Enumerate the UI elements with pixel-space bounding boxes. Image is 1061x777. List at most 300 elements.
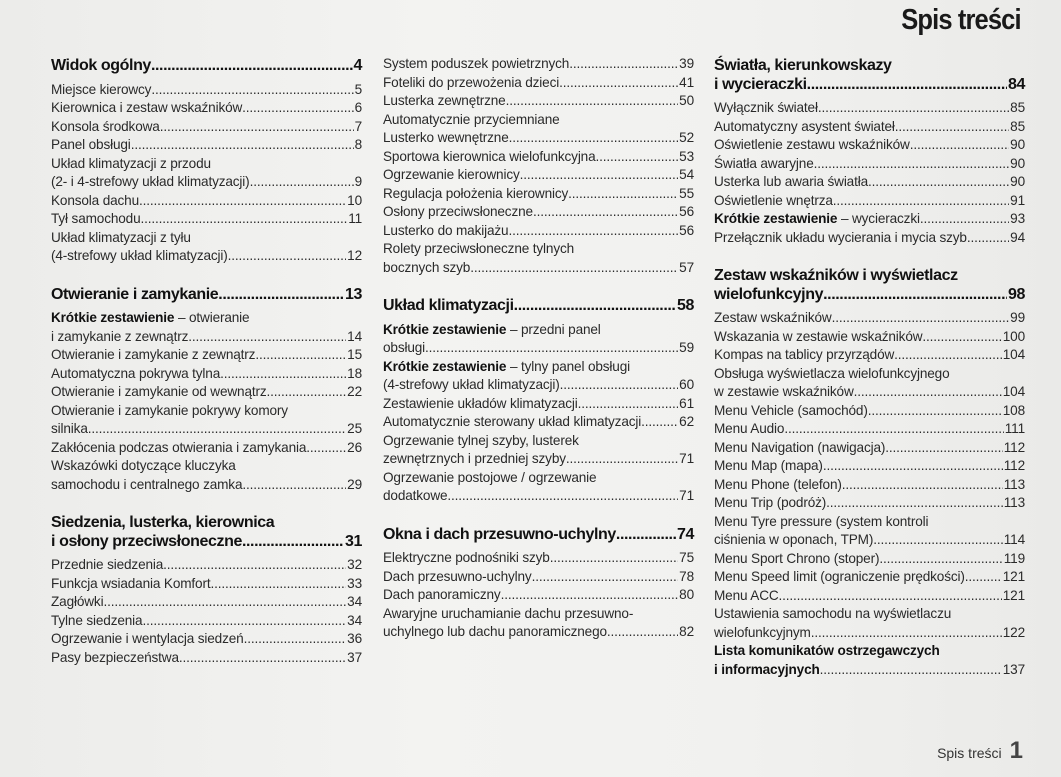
dot-leader <box>920 210 1009 229</box>
page-number-ref[interactable]: 119 <box>1003 550 1025 566</box>
toc-entry[interactable] <box>383 203 694 222</box>
dot-leader <box>242 99 353 118</box>
dot-leader <box>823 457 1003 476</box>
page-number-ref[interactable]: 90 <box>1010 174 1025 189</box>
entry-text <box>51 420 88 439</box>
page-number-ref[interactable]: 6 <box>354 100 362 115</box>
entry-line <box>714 57 1025 76</box>
entry-line-text: Okna i dach przesuwno-uchylny <box>383 525 616 543</box>
entry-text <box>51 514 274 531</box>
entry-text <box>714 606 951 621</box>
entry-text <box>51 346 255 365</box>
entry-line <box>714 309 1025 328</box>
toc-entry[interactable] <box>51 346 362 365</box>
entry-line <box>383 450 694 469</box>
dot-leader <box>885 439 1003 458</box>
toc-entry[interactable] <box>383 395 694 414</box>
page-number-ref[interactable]: 10 <box>347 192 362 208</box>
entry-text <box>714 476 842 495</box>
entry-line-text: Automatyczny asystent świateł <box>714 118 895 134</box>
entry-text <box>51 458 236 473</box>
entry-line <box>714 76 1025 95</box>
toc-entry[interactable] <box>714 439 1025 458</box>
toc-entry[interactable] <box>51 612 362 631</box>
dot-leader <box>832 309 1010 328</box>
dot-leader <box>509 129 679 148</box>
dot-leader <box>922 328 1001 347</box>
toc-entry[interactable] <box>51 593 362 612</box>
toc-entry[interactable] <box>714 476 1025 495</box>
page-number-ref[interactable]: 54 <box>679 167 694 182</box>
entry-text <box>51 230 191 245</box>
toc-entry[interactable] <box>383 55 694 74</box>
entry-text <box>714 136 910 155</box>
entry-line-text: System poduszek powietrznych <box>383 56 570 71</box>
entry-line <box>714 118 1025 137</box>
page-number-ref[interactable]: 32 <box>347 557 362 572</box>
page-number-ref[interactable]: 104 <box>1002 384 1025 399</box>
entry-line-text: i wycieraczki <box>714 75 807 93</box>
dot-leader <box>965 568 1002 587</box>
entry-text <box>383 606 633 621</box>
toc-entry[interactable] <box>383 166 694 185</box>
page-number-ref[interactable]: 85 <box>1010 100 1025 115</box>
toc-entry[interactable] <box>383 222 694 241</box>
entry-line-text: Automatyczna pokrywa tylna <box>51 365 221 381</box>
toc-entry[interactable] <box>714 136 1025 155</box>
dot-leader <box>910 136 1009 155</box>
page-number-ref[interactable]: 108 <box>1002 402 1025 418</box>
page-number-ref[interactable]: 91 <box>1010 192 1025 208</box>
page-number-ref[interactable]: 36 <box>347 631 362 646</box>
toc-entry[interactable] <box>383 111 694 148</box>
page-number-ref[interactable]: 71 <box>679 451 694 466</box>
toc-entry[interactable] <box>714 642 1025 679</box>
page-number-ref[interactable]: 121 <box>1002 587 1025 603</box>
toc-entry[interactable] <box>51 118 362 137</box>
page-number-ref[interactable]: 78 <box>679 568 694 584</box>
page-number-ref[interactable]: 55 <box>679 185 694 201</box>
toc-entry[interactable] <box>51 229 362 266</box>
entry-line-text: Konsola dachu <box>51 192 139 208</box>
entry-line-text: Wskazówki dotyczące kluczyka <box>51 458 236 473</box>
entry-line <box>383 185 694 204</box>
entry-line <box>714 173 1025 192</box>
entry-text <box>383 259 470 278</box>
toc-entry[interactable] <box>51 136 362 155</box>
page-number: 1 <box>1009 737 1023 764</box>
page-number-ref[interactable]: 112 <box>1003 458 1025 473</box>
toc-entry[interactable] <box>51 649 362 668</box>
page-number-ref[interactable]: 18 <box>347 365 362 381</box>
entry-line-text: Oświetlenie wnętrza <box>714 192 833 208</box>
toc-entry[interactable] <box>383 92 694 111</box>
dot-leader <box>784 420 1003 439</box>
entry-text <box>383 549 550 568</box>
toc-entry[interactable] <box>383 358 694 395</box>
entry-line-text: Układ klimatyzacji z tyłu <box>51 229 191 245</box>
section-heading[interactable] <box>51 57 362 76</box>
dot-leader <box>520 166 679 185</box>
entry-line-text: Kompas na tablicy przyrządów <box>714 347 895 362</box>
page-number-ref[interactable]: 94 <box>1010 229 1025 245</box>
entry-text <box>714 366 949 381</box>
page-number-ref[interactable]: 31 <box>345 532 362 550</box>
entry-line-text: Rolety przeciwsłoneczne tylnych <box>383 241 575 256</box>
page-number-ref[interactable]: 113 <box>1003 495 1025 510</box>
toc-entry[interactable] <box>51 402 362 439</box>
page-number-ref[interactable]: 114 <box>1003 532 1025 547</box>
page-number-ref[interactable]: 14 <box>347 328 362 344</box>
entry-text <box>51 556 163 575</box>
toc-entry[interactable] <box>714 457 1025 476</box>
entry-line <box>383 339 694 358</box>
footer-label: Spis treści <box>937 745 1002 761</box>
entry-line <box>383 259 694 278</box>
page-number-ref[interactable]: 71 <box>679 488 694 503</box>
page-number-ref[interactable]: 93 <box>1010 211 1025 226</box>
toc-entry[interactable] <box>383 413 694 432</box>
page-number-ref[interactable]: 11 <box>348 211 362 226</box>
entry-text <box>383 297 514 316</box>
entry-text <box>714 346 894 365</box>
entry-line-text: i informacyjnych <box>714 661 820 677</box>
toc-entry[interactable] <box>714 550 1025 569</box>
entry-line <box>383 549 694 568</box>
entry-line <box>714 457 1025 476</box>
entry-text <box>51 593 103 612</box>
entry-line-text: Lusterko do makijażu <box>383 222 509 238</box>
page-number-ref[interactable]: 34 <box>347 594 362 609</box>
dot-leader <box>508 222 678 241</box>
page-number-ref[interactable]: 104 <box>1002 347 1025 362</box>
toc-entry[interactable] <box>714 346 1025 365</box>
entry-line <box>383 240 694 259</box>
entry-line-text: Miejsce kierowcy <box>51 81 152 97</box>
page-number-ref[interactable]: 8 <box>354 137 362 152</box>
page-number-ref[interactable]: 113 <box>1003 476 1025 492</box>
toc-entry[interactable] <box>51 556 362 575</box>
entry-line <box>714 624 1025 643</box>
entry-line-text: Menu Vehicle (samochód) <box>714 402 868 418</box>
page-number-ref[interactable]: 9 <box>354 174 362 189</box>
toc-entry[interactable] <box>51 575 362 594</box>
toc-entry[interactable] <box>51 630 362 649</box>
toc-entry[interactable] <box>51 383 362 402</box>
entry-line-text: Menu Sport Chrono (stoper) <box>714 550 880 566</box>
section-heading[interactable] <box>383 526 694 545</box>
entry-line <box>714 136 1025 155</box>
toc-entry[interactable] <box>51 457 362 494</box>
toc-entry[interactable] <box>714 155 1025 174</box>
page-number-ref[interactable]: 57 <box>679 259 694 275</box>
page-number-ref[interactable]: 13 <box>345 285 362 303</box>
entry-line-text: Zestawienie układów klimatyzacji <box>383 395 578 411</box>
page-number-ref[interactable]: 53 <box>679 148 694 164</box>
dot-leader <box>566 450 678 469</box>
bold-prefix: Krótkie zestawienie <box>383 358 507 374</box>
bold-prefix: Krótkie zestawienie <box>714 211 838 226</box>
dot-leader <box>250 173 354 192</box>
toc-entry[interactable] <box>383 321 694 358</box>
entry-line-text: Menu ACC <box>714 587 779 603</box>
toc-section <box>51 286 362 495</box>
toc-entry[interactable] <box>714 587 1025 606</box>
entry-line <box>383 129 694 148</box>
toc-entry[interactable] <box>714 365 1025 402</box>
entry-line-text: Kierownica i zestaw wskaźników <box>51 100 243 115</box>
entry-line-text: Pasy bezpieczeństwa <box>51 649 179 665</box>
page-number-ref[interactable]: 98 <box>1008 285 1025 303</box>
page-number-ref[interactable]: 84 <box>1008 75 1025 93</box>
toc-entry[interactable] <box>714 513 1025 550</box>
dot-leader <box>506 92 679 111</box>
entry-text <box>714 99 818 118</box>
page-number-ref[interactable]: 52 <box>679 130 694 145</box>
entry-line <box>51 286 362 305</box>
dot-leader <box>532 568 679 587</box>
page-number-ref[interactable]: 41 <box>679 74 694 90</box>
toc-entry[interactable] <box>51 155 362 192</box>
entry-line <box>51 155 362 174</box>
entry-line <box>383 74 694 93</box>
dot-leader <box>873 531 1003 550</box>
entry-line <box>51 328 362 347</box>
entry-line <box>51 514 362 533</box>
dot-leader <box>779 587 1002 606</box>
entry-line-text: Regulacja położenia kierownicy <box>383 185 569 201</box>
entry-line-text: Ogrzewanie postojowe / ogrzewanie <box>383 469 597 485</box>
entry-line-text: Ustawienia samochodu na wyświetlaczu <box>714 606 952 621</box>
dot-leader <box>242 533 344 552</box>
dot-leader <box>967 229 1009 248</box>
entry-line <box>51 533 362 552</box>
section-heading[interactable] <box>51 286 362 305</box>
toc-entry[interactable] <box>714 173 1025 192</box>
entry-line <box>714 568 1025 587</box>
entry-text <box>383 129 509 148</box>
page-number-ref[interactable]: 7 <box>354 118 362 134</box>
page-footer <box>937 737 1023 765</box>
bold-prefix: Krótkie zestawienie <box>51 310 175 325</box>
page-number-ref[interactable]: 34 <box>347 612 362 628</box>
page-title: Spis treści <box>901 4 1021 36</box>
toc-entry[interactable] <box>714 328 1025 347</box>
entry-text <box>383 74 559 93</box>
page-number-ref[interactable]: 26 <box>347 439 362 455</box>
entry-line <box>51 192 362 211</box>
toc-entry[interactable] <box>383 568 694 587</box>
toc-entry[interactable] <box>714 402 1025 421</box>
toc-entry[interactable] <box>383 605 694 642</box>
entry-line-text: Zagłówki <box>51 594 104 609</box>
page-number-ref[interactable]: 50 <box>679 93 694 108</box>
page-number-ref[interactable]: 15 <box>347 347 362 362</box>
entry-line <box>714 365 1025 384</box>
toc-entry[interactable] <box>714 568 1025 587</box>
page-number-ref[interactable]: 111 <box>1004 421 1025 436</box>
section-heading[interactable] <box>714 57 1025 94</box>
entry-text <box>383 526 616 545</box>
page-number-ref[interactable]: 5 <box>354 81 362 97</box>
page-number-ref[interactable]: 29 <box>347 476 362 492</box>
entry-line <box>714 328 1025 347</box>
entry-line <box>383 469 694 488</box>
dot-leader <box>814 155 1010 174</box>
entry-text <box>51 57 151 76</box>
page-number-ref[interactable]: 4 <box>353 57 362 74</box>
entry-line-text: Konsola środkowa <box>51 118 160 134</box>
page-number-ref[interactable]: 82 <box>679 624 694 639</box>
entry-line <box>714 642 1025 661</box>
entry-line-text: Lusterko wewnętrzne <box>383 130 509 145</box>
page-number-ref[interactable]: 100 <box>1002 328 1025 344</box>
toc-entry[interactable] <box>383 185 694 204</box>
toc-entry[interactable] <box>383 74 694 93</box>
page-number-ref[interactable]: 22 <box>347 384 362 399</box>
section-heading[interactable] <box>383 297 694 316</box>
entry-line <box>714 346 1025 365</box>
toc-entry[interactable] <box>383 432 694 469</box>
entry-text <box>51 328 188 347</box>
toc-entry[interactable] <box>714 309 1025 328</box>
dot-leader <box>641 413 678 432</box>
toc-entry[interactable] <box>51 99 362 118</box>
page-number-ref[interactable]: 74 <box>677 525 694 543</box>
entry-line-text: obsługi <box>383 340 426 355</box>
entry-line <box>383 413 694 432</box>
page-number-ref[interactable]: 56 <box>679 222 694 238</box>
toc-entry[interactable] <box>51 81 362 100</box>
page-number-ref[interactable]: 37 <box>347 649 362 665</box>
entry-line <box>51 136 362 155</box>
entry-line <box>51 99 362 118</box>
dot-leader <box>218 286 344 305</box>
page-number-ref[interactable]: 60 <box>679 377 694 392</box>
toc-entry[interactable] <box>714 420 1025 439</box>
entry-line-text: Awaryjne uruchamianie dachu przesuwno- <box>383 605 634 621</box>
page-number-ref[interactable]: 137 <box>1002 661 1025 677</box>
section-heading[interactable] <box>51 514 362 551</box>
toc-entry[interactable] <box>51 210 362 229</box>
section-heading[interactable] <box>714 267 1025 304</box>
page-number-ref[interactable]: 122 <box>1002 624 1025 640</box>
dot-leader <box>569 55 678 74</box>
entry-line-text: Menu Navigation (nawigacja) <box>714 439 886 455</box>
entry-line <box>51 402 362 421</box>
dot-leader <box>220 365 346 384</box>
entry-line-text: Funkcja wsiadania Komfort <box>51 575 211 591</box>
entry-line-text: Dach przesuwno-uchylny <box>383 568 532 584</box>
dot-leader <box>306 439 346 458</box>
entry-line <box>51 476 362 495</box>
page-number-ref[interactable]: 56 <box>679 204 694 219</box>
page-number-ref[interactable]: 58 <box>677 297 694 314</box>
entry-text <box>714 383 854 402</box>
page-number-ref[interactable]: 61 <box>679 395 694 411</box>
entry-line <box>383 568 694 587</box>
entry-text <box>51 286 218 305</box>
entry-text <box>51 365 220 384</box>
toc-entry[interactable] <box>383 148 694 167</box>
page-number-ref[interactable]: 112 <box>1003 439 1025 455</box>
toc-entry[interactable] <box>714 605 1025 642</box>
toc-entry[interactable] <box>383 469 694 506</box>
page-number-ref[interactable]: 33 <box>347 575 362 591</box>
entry-line <box>714 439 1025 458</box>
entry-line-text: Światła, kierunkowskazy <box>714 57 892 74</box>
toc-column-3 <box>714 57 1025 699</box>
entry-line-text: Przełącznik układu wycierania i mycia szyb <box>714 229 967 245</box>
page-number-ref[interactable]: 121 <box>1002 569 1025 584</box>
dot-leader <box>255 346 346 365</box>
toc-entry[interactable] <box>383 240 694 277</box>
toc-entry[interactable] <box>714 99 1025 118</box>
entry-text <box>714 402 868 421</box>
entry-line-text: – tylny panel obsługi <box>506 358 630 374</box>
page-number-ref[interactable]: 90 <box>1010 137 1025 152</box>
entry-line <box>383 297 694 316</box>
toc-entry[interactable] <box>51 309 362 346</box>
entry-line-text: Światła awaryjne <box>714 155 814 171</box>
page-number-ref[interactable]: 85 <box>1010 118 1025 134</box>
dot-leader <box>151 57 353 76</box>
entry-text <box>714 118 895 137</box>
entry-text <box>51 533 242 552</box>
entry-line-text: Menu Audio <box>714 421 785 436</box>
entry-text <box>714 328 922 347</box>
toc-entry[interactable] <box>714 210 1025 229</box>
toc-entry[interactable] <box>383 549 694 568</box>
toc-entry[interactable] <box>51 192 362 211</box>
page-number-ref[interactable]: 39 <box>679 56 694 71</box>
entry-line-text: Zestaw wskaźników <box>714 310 832 325</box>
entry-line-text: Osłony przeciwsłoneczne <box>383 204 533 219</box>
entry-line <box>383 111 694 130</box>
toc-entry[interactable] <box>714 118 1025 137</box>
entry-text <box>714 624 811 643</box>
toc-entry[interactable] <box>383 586 694 605</box>
entry-text <box>714 192 833 211</box>
toc-section <box>51 57 362 266</box>
entry-line-text: Automatycznie sterowany układ klimatyzacji <box>383 414 642 429</box>
entry-text <box>51 81 151 100</box>
entry-line-text: Elektryczne podnośniki szyb <box>383 550 550 565</box>
page-number-ref[interactable]: 12 <box>347 248 362 263</box>
page-number-ref[interactable]: 80 <box>679 587 694 602</box>
dot-leader <box>868 173 1009 192</box>
toc-entry[interactable] <box>51 439 362 458</box>
page-number-ref[interactable]: 90 <box>1010 155 1025 171</box>
dot-leader <box>188 328 346 347</box>
page-number-ref[interactable]: 59 <box>679 340 694 355</box>
entry-text <box>714 420 784 439</box>
entry-text <box>51 310 249 325</box>
entry-text <box>383 487 447 506</box>
page-number-ref[interactable]: 75 <box>679 550 694 565</box>
page-number-ref[interactable]: 25 <box>347 421 362 436</box>
toc-entry[interactable] <box>51 365 362 384</box>
page-number-ref[interactable]: 62 <box>679 414 694 429</box>
toc-entry[interactable] <box>714 494 1025 513</box>
page-number-ref[interactable]: 99 <box>1010 310 1025 325</box>
toc-entry[interactable] <box>714 229 1025 248</box>
toc-entry[interactable] <box>714 192 1025 211</box>
entry-text <box>51 630 244 649</box>
entry-line <box>714 661 1025 680</box>
entry-text <box>383 92 506 111</box>
entry-text <box>714 531 873 550</box>
